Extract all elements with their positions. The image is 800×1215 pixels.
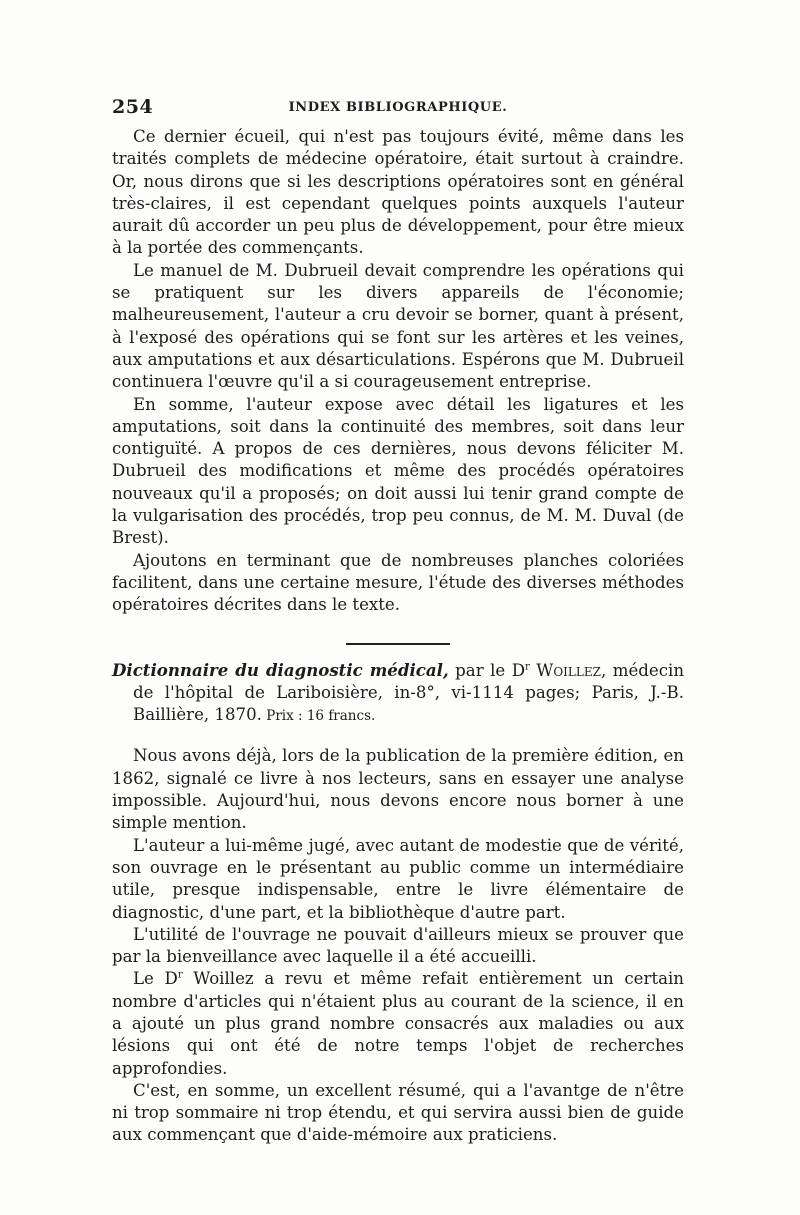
- entry-by-sup: r: [525, 661, 530, 672]
- running-head: INDEX BIBLIOGRAPHIQUE.: [288, 100, 508, 115]
- paragraph: Ajoutons en terminant que de nombreuses planches coloriées facilitent, dans une certaine mesure, l'étude des diverses méthodes opératoires décrites dans le texte.: [112, 550, 684, 615]
- paragraph: L'utilité de l'ouvrage ne pouvait d'ailleurs mieux se prouver que par la bienveillance avec laquelle il a été accueilli.: [112, 924, 684, 967]
- paragraph: Le manuel de M. Dubrueil devait comprendre les opérations qui se pratiquent sur les divers appareils de l'économie; malheureusement, l'auteur a cru devoir se borner, quant à présent, à l'exposé des opérations qui se font sur les artères et les veines, aux amputations et aux désarticulations. Espérons que M. Dubrueil continuera l'œuvre qu'il a si courageusement entreprise.: [112, 260, 684, 392]
- paragraph: L'auteur a lui-même jugé, avec autant de modestie que de vérité, son ouvrage en le présentant au public comme un intermédiaire utile, presque indispensable, entre le livre élémentaire de diagnostic, d'une part, et la bibliothèque d'autre part.: [112, 835, 684, 922]
- paragraph: Nous avons déjà, lors de la publication de la première édition, en 1862, signalé ce livre à nos lecteurs, sans en essayer une analyse impossible. Aujourd'hui, nous devons encore nous borner à une simple mention.: [112, 746, 684, 833]
- spacer: [112, 727, 684, 745]
- section-divider: [346, 643, 450, 645]
- paragraph: C'est, en somme, un excellent résumé, qui a l'avantge de n'être ni trop sommaire ni trop étendu, et qui servira aussi bien de guide aux commençant que d'aide-mémoire aux praticiens.: [112, 1080, 684, 1145]
- entry-by: par le D: [448, 660, 526, 680]
- entry-price: Prix : 16 francs.: [261, 708, 376, 725]
- page-number: 254: [112, 96, 154, 118]
- entry-details: médecin de l'hôpital de Lariboisière, in-8°, vi-1114 pages; Paris, J.-B. Baillière, 1870.: [133, 660, 685, 725]
- paragraph: En somme, l'auteur expose avec détail les ligatures et les amputations, soit dans la continuité des membres, soit dans leur contiguïté. A propos de ces dernières, nous devons féliciter M. Dubrueil des modifications et même des procédés opératoires nouveaux qu'il a proposés; on doit aussi lui tenir grand compte de la vulgarisation des procédés, trop peu connus, de M. M. Duval (de Brest).: [112, 394, 684, 548]
- paragraph: [112, 968, 684, 1079]
- paragraph-lead: Le D: [133, 969, 178, 989]
- paragraph: Ce dernier écueil, qui n'est pas toujours évité, même dans les traités complets de médecine opératoire, était surtout à craindre. Or, nous dirons que si les descriptions opératoires sont en général très-claires, il est cependant quelques points auxquels l'auteur aurait dû accorder un peu plus de développement, pour être mieux à la portée des commençants.: [112, 127, 684, 258]
- paragraph-rest: Woillez a revu et même refait entièrement un certain nombre d'articles qui n'étaient plus au courant de la science, il en a ajouté un plus grand nombre consacrés aux maladies ou aux lésions qui ont été de notre temps l'objet de recherches approfondies.: [112, 969, 684, 1078]
- entry-author: Woillez,: [529, 660, 607, 680]
- body-text: [112, 126, 684, 1147]
- page-header: [112, 96, 684, 120]
- entry-title: Dictionnaire du diagnostic médical,: [112, 659, 449, 680]
- paragraph-lead-sup: r: [177, 969, 183, 981]
- bibliographic-entry: [112, 659, 684, 728]
